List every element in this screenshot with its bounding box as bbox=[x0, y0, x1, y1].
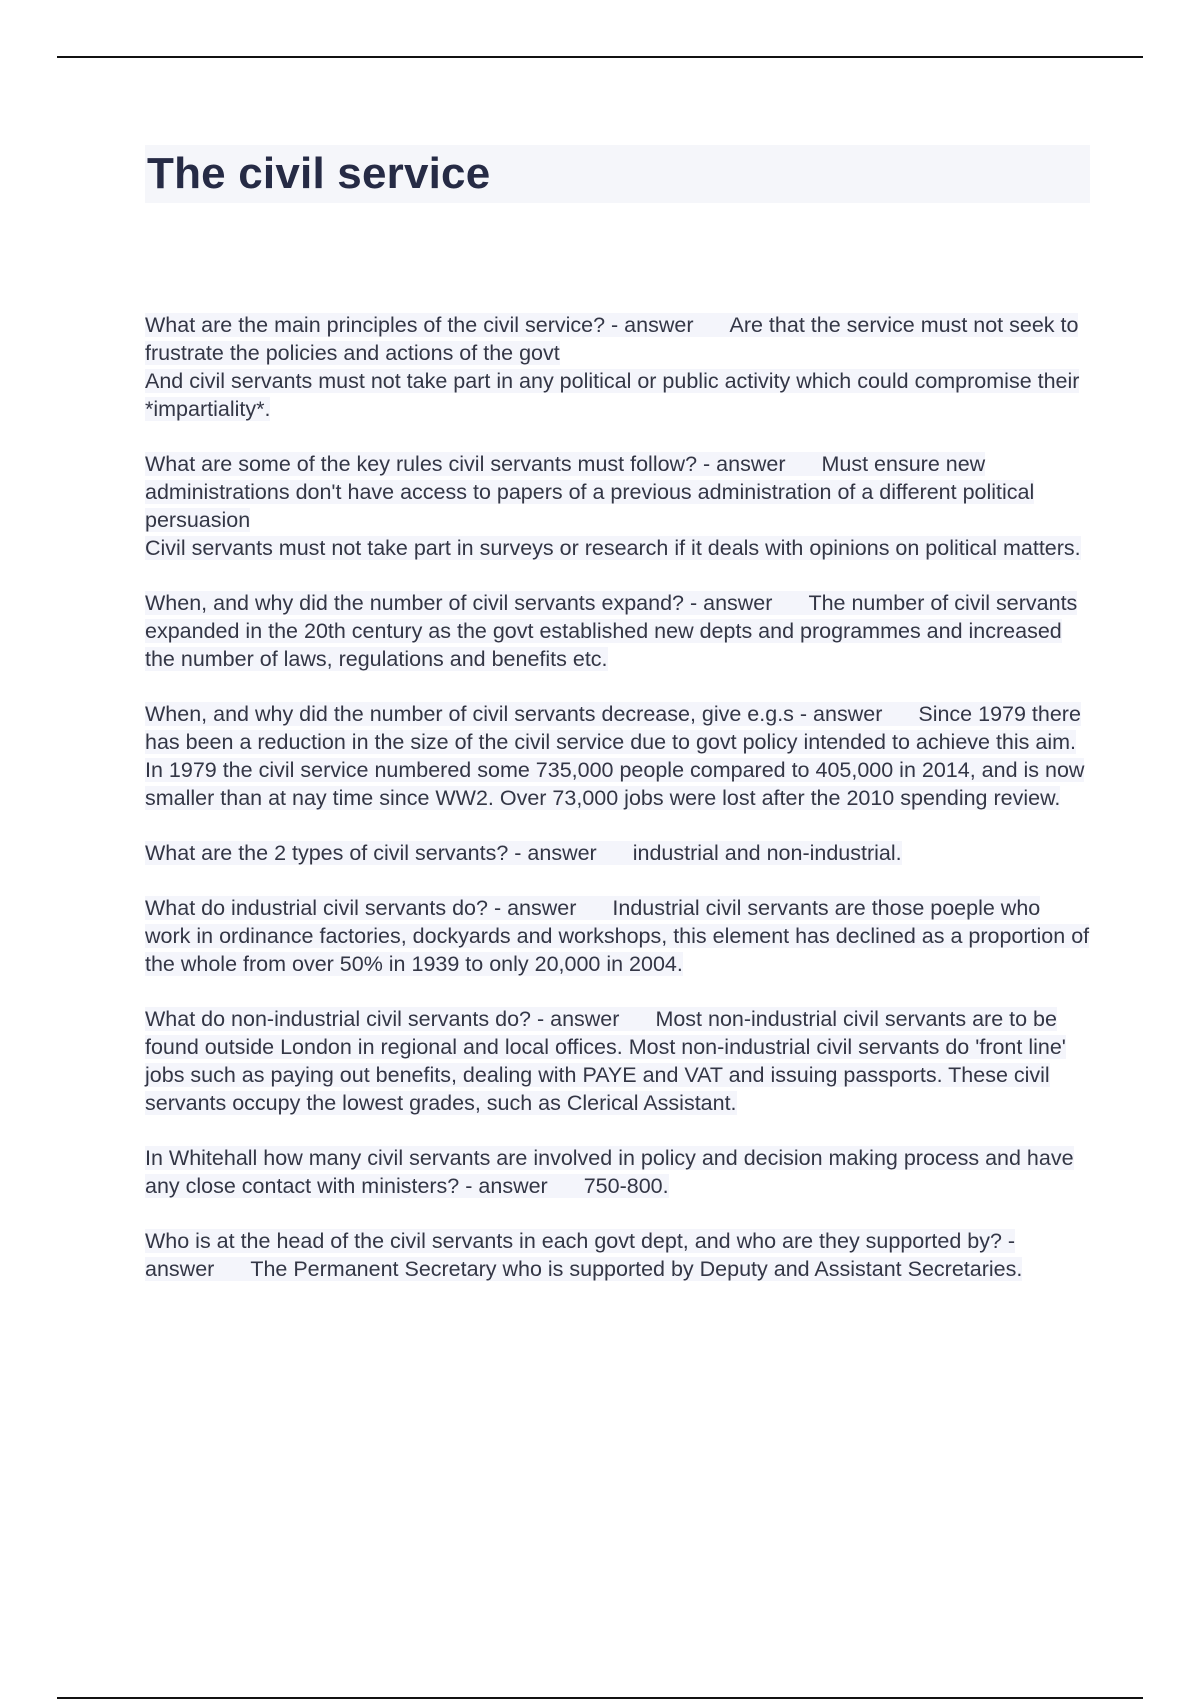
answer-marker: - answer bbox=[514, 841, 597, 865]
answer-text: Most non-industrial civil servants are to be found outside London in regional and local offices. Most non-industrial civil servants do 'front line' jobs such as paying out benefits, dealing with PAYE and VAT and issuing passports. These civil servants occupy the lowest grades, such as Clerical Assistant. bbox=[145, 1007, 1066, 1115]
question-text: In Whitehall how many civil servants are involved in policy and decision making process and have any close contact with ministers? bbox=[145, 1146, 1074, 1198]
answer-marker: - answer bbox=[799, 702, 883, 726]
flashcard-entry bbox=[145, 589, 1090, 673]
bottom-divider bbox=[57, 1697, 1143, 1699]
answer-marker: - answer bbox=[493, 896, 577, 920]
question-text: What do non-industrial civil servants do? bbox=[145, 1007, 531, 1031]
flashcard-entry bbox=[145, 1144, 1090, 1200]
flashcard-entry bbox=[145, 450, 1090, 562]
answer-text: Since 1979 there has been a reduction in the size of the civil service due to govt policy intended to achieve this aim. In 1979 the civil service numbered some 735,000 people compared to 405,000 in 2014, and is now smaller than at nay time since WW2. Over 73,000 jobs were lost after the 2010 spending review. bbox=[145, 702, 1085, 810]
answer-marker: - answer bbox=[689, 591, 773, 615]
flashcard-entry bbox=[145, 839, 1090, 867]
question-text: What do industrial civil servants do? bbox=[145, 896, 488, 920]
answer-text: 750-800. bbox=[583, 1174, 669, 1198]
flashcard-entry bbox=[145, 700, 1090, 812]
question-text: What are the main principles of the civil service? bbox=[145, 313, 606, 337]
question-text: When, and why did the number of civil servants expand? bbox=[145, 591, 684, 615]
question-text: Who is at the head of the civil servants in each govt dept, and who are they supported by? bbox=[145, 1229, 1002, 1253]
answer-text-continued: And civil servants must not take part in any political or public activity which could compromise their *impartiality*. bbox=[145, 369, 1080, 421]
answer-text-continued: Civil servants must not take part in surveys or research if it deals with opinions on political matters. bbox=[145, 536, 1081, 560]
answer-text: The Permanent Secretary who is supported by Deputy and Assistant Secretaries. bbox=[250, 1257, 1023, 1281]
flashcard-entry bbox=[145, 311, 1090, 423]
flashcard-entry bbox=[145, 1227, 1090, 1283]
answer-marker: - answer bbox=[703, 452, 786, 476]
question-text: What are some of the key rules civil servants must follow? bbox=[145, 452, 698, 476]
question-text: When, and why did the number of civil servants decrease, give e.g.s bbox=[145, 702, 794, 726]
answer-text: industrial and non-industrial. bbox=[632, 841, 902, 865]
answer-marker: - answer bbox=[536, 1007, 620, 1031]
answer-text: Industrial civil servants are those poeple who work in ordinance factories, dockyards and workshops, this element has declined as a proportion of the whole from over 50% in 1939 to only 20,000 in 2004. bbox=[145, 896, 1090, 976]
top-divider bbox=[57, 56, 1143, 58]
flashcard-entry bbox=[145, 1005, 1090, 1117]
question-text: What are the 2 types of civil servants? bbox=[145, 841, 509, 865]
flashcard-list bbox=[145, 311, 1090, 1310]
answer-text: The number of civil servants expanded in the 20th century as the govt established new depts and programmes and increased the number of laws, regulations and benefits etc. bbox=[145, 591, 1078, 671]
answer-marker: - answer bbox=[611, 313, 694, 337]
answer-text: Are that the service must not seek to frustrate the policies and actions of the govt bbox=[145, 313, 1079, 365]
page-title: The civil service bbox=[147, 149, 491, 198]
flashcard-entry bbox=[145, 894, 1090, 978]
answer-marker: - answer bbox=[465, 1174, 548, 1198]
answer-marker: - answer bbox=[145, 1229, 1016, 1281]
answer-text: Must ensure new administrations don't have access to papers of a previous administration of a different political persuasion bbox=[145, 452, 1035, 532]
